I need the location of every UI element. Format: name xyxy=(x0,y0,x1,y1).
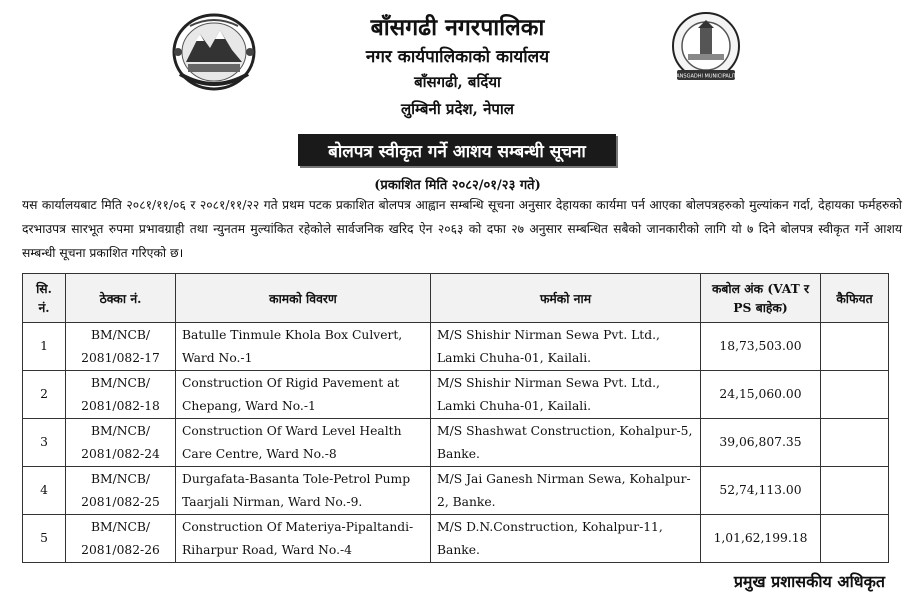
cell-firm: M/S D.N.Construction, Kohalpur-11, Banke. xyxy=(431,515,701,563)
cell-contract-no xyxy=(66,467,176,515)
cell-contract-no xyxy=(66,515,176,563)
header-remarks: कैफियत xyxy=(821,274,889,323)
cell-firm: M/S Shashwat Construction, Kohalpur-5, Banke. xyxy=(431,419,701,467)
cell-contract-no xyxy=(66,371,176,419)
cell-description: Durgafata-Basanta Tole-Petrol Pump Taarjali Nirman, Ward No.-9. xyxy=(176,467,431,515)
letterhead xyxy=(0,0,915,128)
contract-no-line2: 2081/082-25 xyxy=(81,494,160,509)
table-row xyxy=(23,515,889,563)
cell-remarks xyxy=(821,419,889,467)
cell-sn: 5 xyxy=(23,515,66,563)
municipality-logo-icon xyxy=(668,10,744,86)
cell-contract-no xyxy=(66,323,176,371)
contract-no-line1: BM/NCB/ xyxy=(90,519,151,534)
cell-sn: 1 xyxy=(23,323,66,371)
cell-amount: 39,06,807.35 xyxy=(701,419,821,467)
signatory: प्रमुख प्रशासकीय अधिकृत xyxy=(733,572,885,591)
contract-no-line1: BM/NCB/ xyxy=(90,471,151,486)
cell-description: Construction Of Ward Level Health Care Centre, Ward No.-8 xyxy=(176,419,431,467)
cell-amount: 18,73,503.00 xyxy=(701,323,821,371)
cell-firm: M/S Jai Ganesh Nirman Sewa, Kohalpur-2, Banke. xyxy=(431,467,701,515)
table-header-row xyxy=(23,274,889,323)
contracts-table xyxy=(22,273,889,563)
office-location: बाँसगढी, बर्दिया xyxy=(414,73,501,91)
notice-body: यस कार्यालयबाट मिति २०८१/११/०६ र २०८१/११/२२ गते प्रथम पटक प्रकाशित बोलपत्र आह्वान सम्बन्धि सूचना अनुसार देहायका कार्यमा पर्न आएका बोलपत्रहरुको मुल्यांकन गर्दा, देहायका फर्महरुको दरभाउपत्र सारभूत रुपमा प्रभावग्राही तथा न्युनतम मुल्यांकित रहेकोले सार्वजनिक खरिद ऐन २०६३ को दफा २७ अनुसार सम्बन्धित सबैको जानकारीको लागि यो ७ दिने बोलपत्र स्वीकृत गर्ने आशय सम्बन्धी सूचना प्रकाशित गरिएको छ। xyxy=(22,198,902,260)
contract-no-line2: 2081/082-17 xyxy=(81,350,160,365)
table-row xyxy=(23,371,889,419)
cell-sn: 2 xyxy=(23,371,66,419)
logo-caption: BANSGADHI MUNICIPALITY xyxy=(672,73,740,80)
cell-amount: 24,15,060.00 xyxy=(701,371,821,419)
cell-remarks xyxy=(821,515,889,563)
cell-description: Construction Of Rigid Pavement at Chepang, Ward No.-1 xyxy=(176,371,431,419)
published-date: (प्रकाशित मिति २०८२/०१/२३ गते) xyxy=(374,178,541,193)
header-description: कामको विवरण xyxy=(176,274,431,323)
table-row xyxy=(23,419,889,467)
province-name: लुम्बिनी प्रदेश, नेपाल xyxy=(401,100,514,118)
cell-sn: 3 xyxy=(23,419,66,467)
contract-no-line2: 2081/082-18 xyxy=(81,398,160,413)
cell-remarks xyxy=(821,323,889,371)
header-amount: कबोल अंक (VAT र PS बाहेक) xyxy=(701,274,821,323)
cell-description: Batulle Tinmule Khola Box Culvert, Ward No.-1 xyxy=(176,323,431,371)
contract-no-line1: BM/NCB/ xyxy=(90,327,151,342)
contract-no-line2: 2081/082-26 xyxy=(81,542,160,557)
office-name: नगर कार्यपालिकाको कार्यालय xyxy=(365,47,550,67)
cell-description: Construction Of Materiya-Pipaltandi-Riharpur Road, Ward No.-4 xyxy=(176,515,431,563)
table-row xyxy=(23,467,889,515)
contract-no-line1: BM/NCB/ xyxy=(90,423,151,438)
table-row xyxy=(23,323,889,371)
cell-remarks xyxy=(821,371,889,419)
cell-firm: M/S Shishir Nirman Sewa Pvt. Ltd., Lamki Chuha-01, Kailali. xyxy=(431,323,701,371)
contract-no-line2: 2081/082-24 xyxy=(81,446,160,461)
header-firm: फर्मको नाम xyxy=(431,274,701,323)
header-contract-no: ठेक्का नं. xyxy=(66,274,176,323)
cell-firm: M/S Shishir Nirman Sewa Pvt. Ltd., Lamki Chuha-01, Kailali. xyxy=(431,371,701,419)
notice-title: बोलपत्र स्वीकृत गर्ने आशय सम्बन्धी सूचना xyxy=(298,134,616,166)
cell-amount: 1,01,62,199.18 xyxy=(701,515,821,563)
cell-amount: 52,74,113.00 xyxy=(701,467,821,515)
cell-sn: 4 xyxy=(23,467,66,515)
header-sn: सि. नं. xyxy=(23,274,66,323)
municipality-name: बाँसगढी नगरपालिका xyxy=(370,14,545,41)
cell-contract-no xyxy=(66,419,176,467)
cell-remarks xyxy=(821,467,889,515)
contract-no-line1: BM/NCB/ xyxy=(90,375,151,390)
